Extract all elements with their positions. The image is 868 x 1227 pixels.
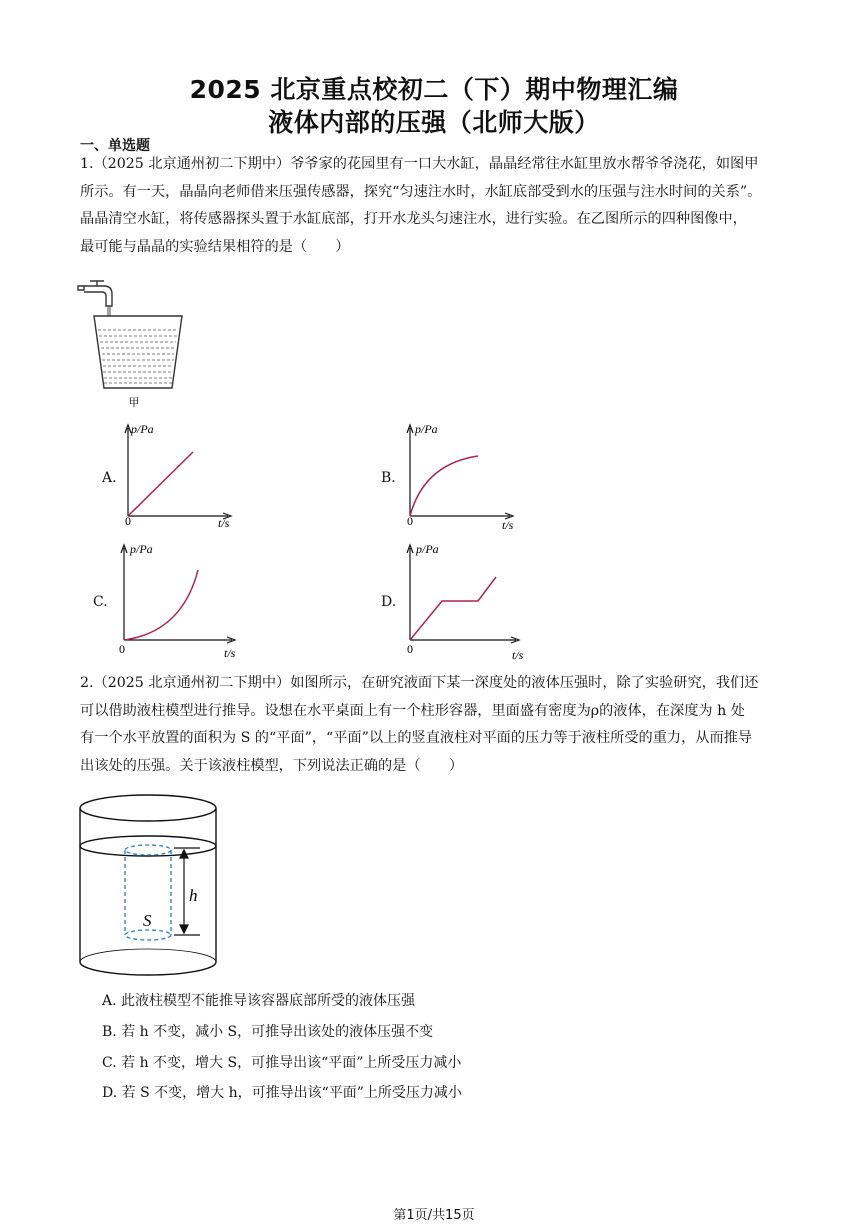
tank [94,316,182,388]
graph-c-xlabel: t/s [224,646,236,660]
document-title-line2: 液体内部的压强（北师大版） [268,108,600,137]
graph-c [112,540,242,660]
graph-a-xlabel: t/s [218,516,230,530]
page-number: 第1页/共15页 [393,1208,475,1223]
graph-c-curve [124,570,198,640]
question-1-text [80,151,792,261]
option-b-letter: B. [381,470,396,486]
question-2-line: 可以借助液柱模型进行推导。设想在水平桌面上有一个柱形容器，里面盛有密度为ρ的液体，在深度为 h 处 [80,702,745,719]
option-d-letter: D. [381,594,397,610]
choice-d: D. 若 S 不变，增大 h，可推导出该“平面”上所受压力减小 [102,1085,462,1101]
faucet-icon [78,281,112,306]
option-a-letter: A. [102,470,117,486]
question-2-line: 有一个水平放置的面积为 S 的“平面”，“平面”以上的竖直液柱对平面的压力等于液柱所受的重力，从而推导 [80,730,753,746]
depth-label-h: h [189,886,198,905]
area-label-s: S [143,911,152,930]
question-2-line: 出该处的压强。关于该液柱模型，下列说法正确的是（ ） [80,757,464,774]
document-title-line1: 2025 北京重点校初二（下）期中物理汇编 [189,75,679,104]
option-c-letter: C. [93,594,108,610]
cylinder-container [80,795,216,975]
graph-a-origin: 0 [125,514,131,528]
figure-label-jia: 甲 [128,397,140,409]
water-tank-figure [74,272,194,412]
graph-d-ylabel: p/Pa [416,542,439,556]
liquid-column-figure [74,792,224,980]
choice-c: C. 若 h 不变，增大 S，可推导出该“平面”上所受压力减小 [102,1055,462,1071]
graph-b-ylabel: p/Pa [415,422,438,436]
graph-a-ylabel: p/Pa [131,422,154,436]
graph-b-curve [410,456,478,516]
graph-d-curve [410,577,496,640]
question-1-line: 最可能与晶晶的实验结果相符的是（ ） [80,238,350,255]
graph-d-xlabel: t/s [512,648,524,660]
question-1-line: 所示。有一天，晶晶向老师借来压强传感器，探究“匀速注水时，水缸底部受到水的压强与注水时间的关系”。 [80,183,762,200]
question-1-line: 晶晶清空水缸，将传感器探头置于水缸底部，打开水龙头匀速注水，进行实验。在乙图所示的四种图像中， [80,211,747,227]
question-2-text [80,670,792,780]
graph-d-origin: 0 [407,642,413,656]
choice-b: B. 若 h 不变，减小 S，可推导出该处的液体压强不变 [102,1024,434,1040]
graph-b-xlabel: t/s [502,518,514,530]
question-1-line: 1.（2025 北京通州初二下期中）爷爷家的花园里有一口大水缸，晶晶经常往水缸里放水帮爷爷浇花，如图甲 [80,156,759,172]
graph-c-ylabel: p/Pa [130,542,153,556]
graph-c-origin: 0 [119,642,125,656]
graph-a-curve [128,452,193,516]
graph-a [116,420,246,530]
graph-d [398,540,528,660]
choice-a: A. 此液柱模型不能推导该容器底部所受的液体压强 [102,993,416,1009]
question-2-line: 2.（2025 北京通州初二下期中）如图所示，在研究液面下某一深度处的液体压强时，除了实验研究，我们还 [80,675,759,691]
section-heading: 一、单选题 [80,138,150,154]
graph-b [396,420,526,530]
graph-b-origin: 0 [407,514,413,528]
